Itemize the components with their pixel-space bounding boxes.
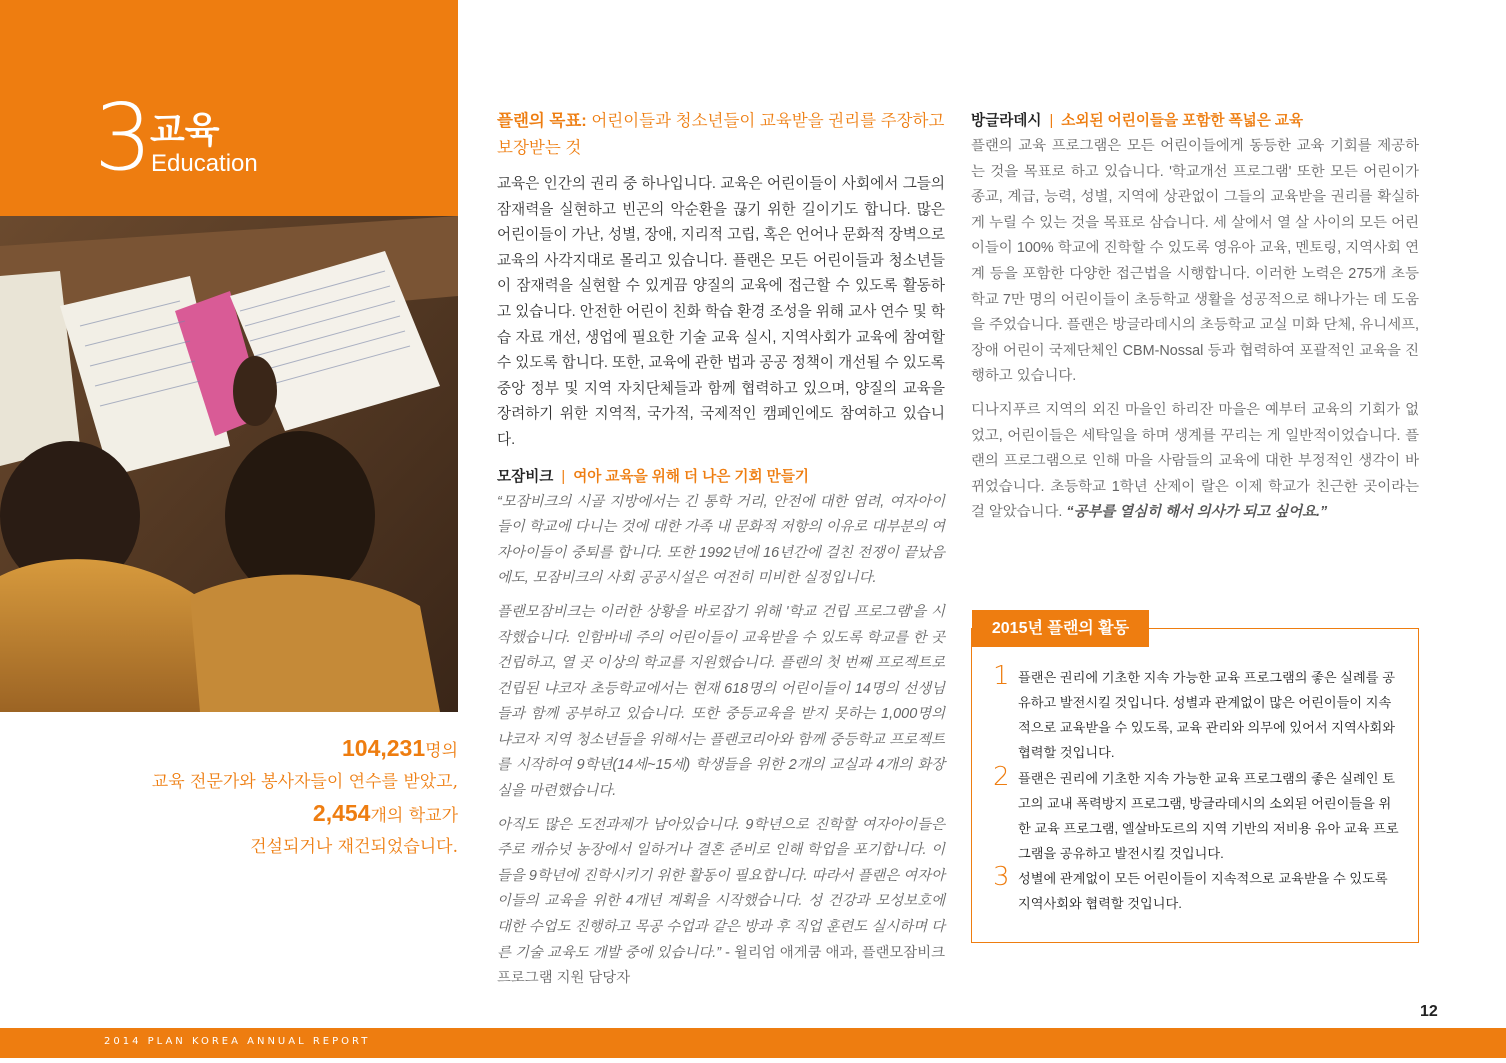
quote-3-text: 아직도 많은 도전과제가 남아있습니다. 9학년으로 진학할 여자아이들은 주로 캐슈넛 농장에서 일하거나 결혼 준비로 인해 학업을 포기합니다. 이들을 9학년에 진학시키기 위한 활동이 필요합니다. 따라서 플랜은 여자아이들의 교육을 위한 4개년 계획을 시작했습니다. 성 건강과 모성보호에 대한 수업도 진행하고 목공 수업과 같은 방과 후 직업 훈련도 실시하며 다른 기술 교육도 개발 중에 있습니다.” — [497, 816, 945, 961]
stat-line-4: 건설되거나 재건되었습니다. — [250, 837, 458, 857]
middle-column — [497, 108, 945, 992]
bangladesh-paragraph-2-text: 디나지푸르 지역의 외진 마을인 하리잔 마을은 예부터 교육의 기회가 없었고, 어린이들은 세탁일을 하며 생계를 꾸리는 게 일반적이었습니다. 플랜의 프로그램으로 인해 마을 사람들의 교육에 대한 부정적인 생각이 바뀌었습니다. 초등학교 1학년 산제이 랄은 이제 학교가 친근한 곳이라는 걸 알았습니다. — [971, 401, 1420, 521]
case-heading-bangladesh — [971, 108, 1419, 134]
case-country: 방글라데시 — [971, 113, 1042, 129]
chapter-number: 3 — [94, 84, 153, 191]
right-column — [971, 108, 1419, 526]
case-heading-mozambique — [497, 464, 945, 490]
stat-line-1 — [100, 733, 458, 767]
quote-paragraph-2: 플랜모잠비크는 이러한 상황을 바로잡기 위해 '학교 건립 프로그램'을 시작했습니다. 인함바네 주의 어린이들이 교육받을 수 있도록 학교를 한 곳 건립하고, 열 곳 이상의 학교를 지원했습니다. 플랜의 첫 번째 프로젝트로 건립된 냐코자 초등학교에서는 현재 618명의 어린이들이 14명의 선생님들과 함께 공부하고 있습니다. 또한 중등교육을 받지 못하는 1,000명의 냐코자 지역 청소년들을 위해서는 플랜코리아와 함께 중등학교 프로젝트를 시작하여 9학년(14세~15세) 학생들을 위한 2개의 교실과 4개의 화장실을 마련했습니다. — [497, 603, 945, 800]
goal-label: 플랜의 목표: — [497, 112, 587, 130]
quote-paragraph-1: “모잠비크의 시골 지방에서는 긴 통학 거리, 안전에 대한 염려, 여자아이들이 학교에 다니는 것에 대한 가족 내 문화적 저항의 이유로 대부분의 여자아이들이 중퇴를 합니다. 또한 1992년에 16년간에 걸친 전쟁이 끝났음에도, 모잠비크의 사회 공공시설은 여전히 미비한 실정입니다. — [497, 493, 945, 587]
page-number: 12 — [1420, 1003, 1438, 1020]
activity-number: 2 — [993, 762, 1010, 792]
goal-text: 어린이들과 청소년들이 교육받을 권리를 주장하고 보장받는 것 — [497, 112, 945, 157]
case-topic: 소외된 어린이들을 포함한 폭넓은 교육 — [1061, 113, 1304, 129]
quote-paragraph-3 — [497, 813, 945, 992]
goal-statement — [497, 108, 945, 162]
trainee-unit: 명의 — [425, 741, 458, 761]
activities-title: 2015년 플랜의 활동 — [972, 610, 1149, 647]
school-count: 2,454 — [312, 800, 371, 826]
bangladesh-paragraph-2 — [971, 398, 1419, 526]
school-unit: 개의 학교가 — [370, 806, 458, 826]
chapter-header-block — [0, 0, 458, 216]
activity-text: 성별에 관계없이 모든 어린이들이 지속적으로 교육받을 수 있도록 지역사회와 협력할 것입니다. — [1018, 871, 1388, 911]
key-stats — [100, 733, 458, 863]
activity-text: 플랜은 권리에 기초한 지속 가능한 교육 프로그램의 좋은 실례를 공유하고 발전시킬 것입니다. 성별과 관계없이 많은 어린이들이 지속적으로 교육받을 수 있도록, 교육 관리와 의무에 있어서 지역사회와 협력할 것입니다. — [1018, 670, 1395, 760]
child-quote: “공부를 열심히 해서 의사가 되고 싶어요.” — [1066, 504, 1328, 521]
stat-line-2: 교육 전문가와 봉사자들이 연수를 받았고, — [151, 772, 458, 792]
chapter-title-korean: 교육 — [150, 109, 220, 150]
activity-number: 3 — [993, 862, 1010, 892]
case-topic: 여아 교육을 위해 더 나은 기회 만들기 — [573, 468, 809, 485]
chapter-title-english: Education — [151, 150, 258, 177]
activity-number: 1 — [993, 661, 1010, 691]
case-country: 모잠비크 — [497, 468, 554, 485]
bangladesh-paragraph-1: 플랜의 교육 프로그램은 모든 어린이들에게 동등한 교육 기회를 제공하는 것을 목표로 하고 있습니다. '학교개선 프로그램' 또한 모든 어린이가 종교, 계급, 능력, 성별, 지역에 상관없이 그들의 교육받을 권리를 확실하게 누릴 수 있는 것을 목표로 삼습니다. 세 살에서 열 살 사이의 모든 어린이들이 100% 학교에 진학할 수 있도록 영유아 교육, 멘토링, 지역사회 연계 등을 포함한 다양한 접근법을 시행합니다. 이러한 노력은 275개 초등학교 7만 명의 어린이들이 초등학교 생활을 성공적으로 해나가는 데 도움을 주었습니다. 플랜은 방글라데시의 초등학교 교실 미화 단체, 유니세프, 장애 어린이 국제단체인 CBM-Nossal 등과 협력하여 포괄적인 교육을 진행하고 있습니다. — [971, 138, 1419, 385]
footer-divider — [0, 1058, 1506, 1063]
case-separator: | — [1049, 113, 1054, 129]
quote-attribution: - 윌리엄 애게쿰 애과, 플랜모잠비크 프로그램 지원 담당자 — [497, 944, 945, 987]
children-reading-notebooks-photo — [0, 216, 458, 712]
trainee-count: 104,231 — [342, 735, 426, 761]
case-separator: | — [561, 468, 566, 485]
intro-paragraph: 교육은 인간의 권리 중 하나입니다. 교육은 어린이들이 사회에서 그들의 잠재력을 실현하고 빈곤의 악순환을 끊기 위한 길이기도 합니다. 많은 어린이들이 가난, 성별, 장애, 지리적 고립, 혹은 언어나 문화적 장벽으로 교육의 사각지대로 몰리고 있습니다. 플랜은 모든 어린이들과 청소년들이 잠재력을 실현할 수 있게끔 양질의 교육에 접근할 수 있도록 활동하고 있습니다. 안전한 어린이 친화 학습 환경 조성을 위해 교사 연수 및 학습 자료 개선, 생업에 필요한 기술 교육 실시, 지역사회가 교육에 참여할 수 있도록 합니다. 또한, 교육에 관한 법과 공공 정책이 개선될 수 있도록 중앙 정부 및 지역 자치단체들과 함께 협력하고 있으며, 양질의 교육을 장려하기 위한 지역적, 국가적, 국제적인 캠페인에도 참여하고 있습니다. — [497, 176, 945, 448]
children-reading-photo — [0, 216, 458, 712]
activity-text: 플랜은 권리에 기초한 지속 가능한 교육 프로그램의 좋은 실례인 토고의 교내 폭력방지 프로그램, 방글라데시의 소외된 어린이들을 위한 교육 프로그램, 엘살바도르의 지역 기반의 저비용 유아 교육 프로그램을 공유하고 발전시킬 것입니다. — [1018, 771, 1399, 861]
stat-line-3 — [100, 798, 458, 832]
report-title: 2014 PLAN KOREA ANNUAL REPORT — [104, 1036, 371, 1047]
